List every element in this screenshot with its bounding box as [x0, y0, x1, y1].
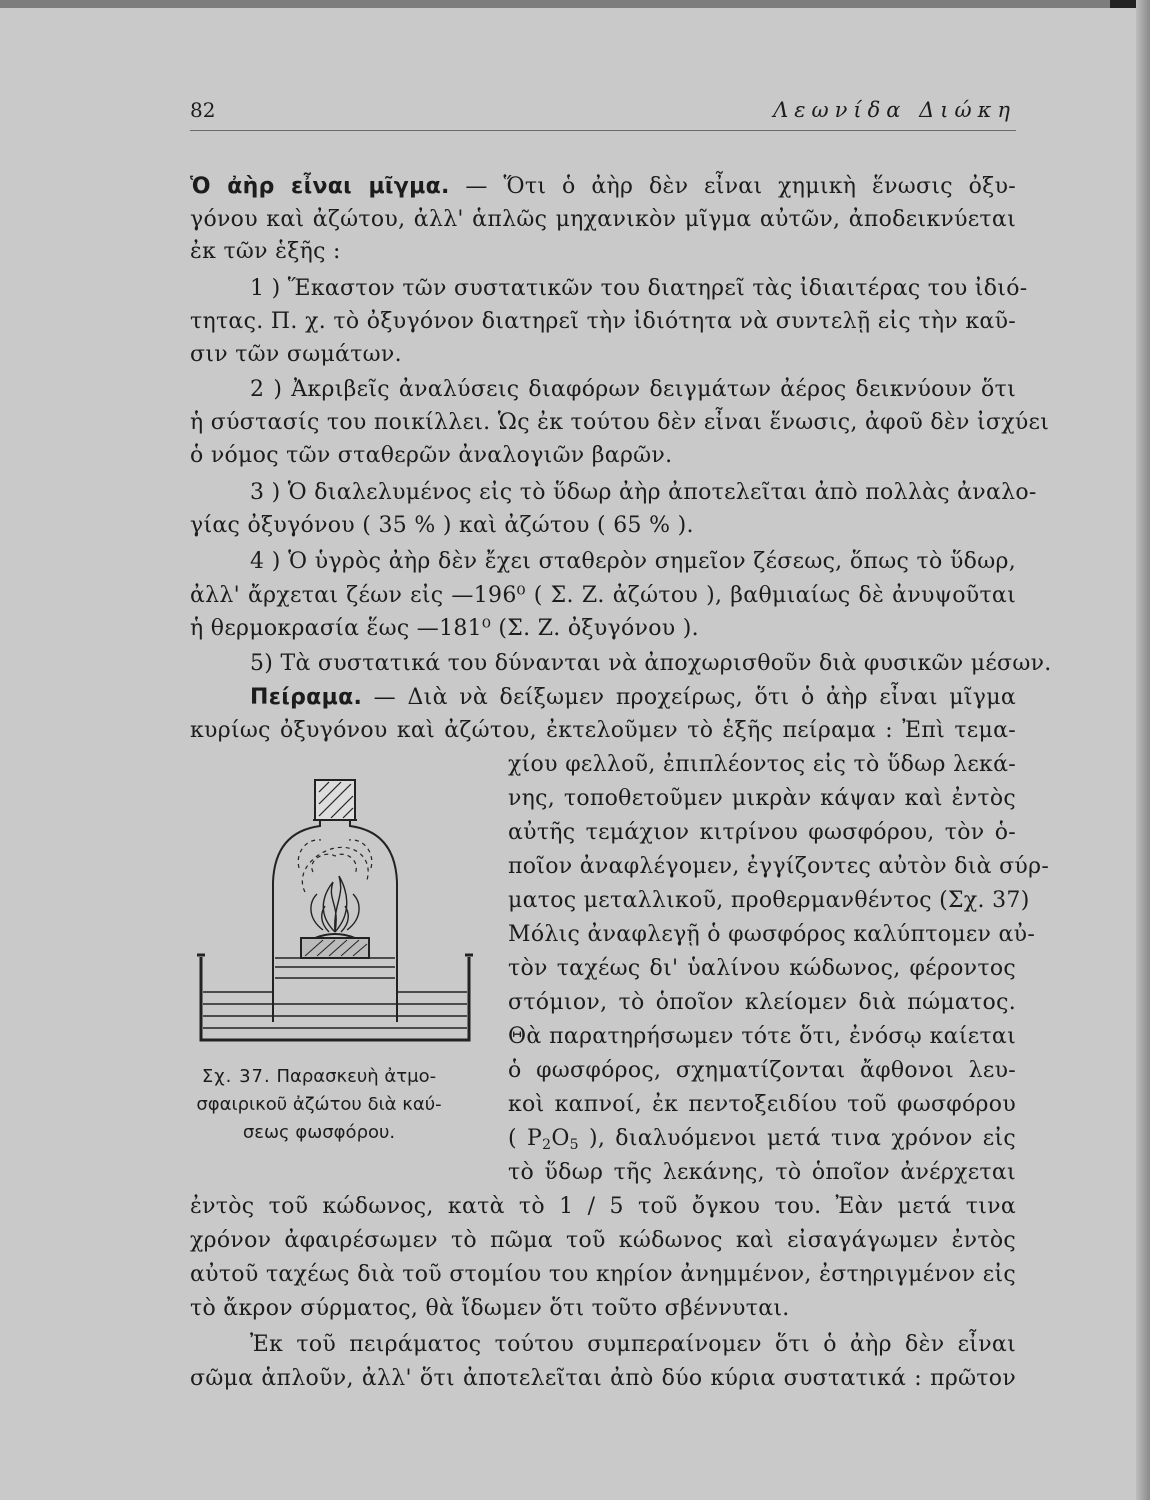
cork-float — [301, 938, 369, 958]
wrap-line-6: Μόλις ἀναφλεγῇ ὁ φωσφόρος καλύπτομεν αὐ- — [508, 922, 1036, 947]
caption-line-2: σφαιρικοῦ ἀζώτου διὰ καύ- — [196, 1094, 442, 1115]
caption-text-1: Παρασκευὴ ἀτμο- — [276, 1066, 437, 1087]
wrap-line-7: τὸν ταχέως δι' ὑαλίνου κώδωνος, φέροντος — [508, 956, 1016, 981]
formula-mid: O — [551, 1126, 570, 1151]
experiment-line-2: κυρίως ὀξυγόνου καὶ ἀζώτου, ἐκτελοῦμεν τὸ ἑξῆς πείραμα : Ἐπὶ τεμα- — [190, 718, 1016, 743]
tail-line-1: ἐντὸς τοῦ κώδωνος, κατὰ τὸ 1 / 5 τοῦ ὄγκου του. Ἐὰν μετά τινα — [190, 1194, 1016, 1219]
point-1-line-3: σιν τῶν σωμάτων. — [190, 342, 402, 367]
wrap-line-1: χίου φελλοῦ, ἐπιπλέοντος εἰς τὸ ὕδωρ λεκά- — [508, 752, 1016, 777]
intro-line-2: γόνου καὶ ἀζώτου, ἀλλ' ἁπλῶς μηχανικὸν μῖγμα αὐτῶν, ἀποδεικνύεται — [190, 207, 1016, 232]
caption-line-1 — [190, 1063, 448, 1091]
tail-line-2: χρόνον ἀφαιρέσωμεν τὸ πῶμα τοῦ κώδωνος καὶ εἰσαγάγωμεν ἐντὸς — [190, 1228, 1016, 1253]
point-2-line-3: ὁ νόμος τῶν σταθερῶν ἀναλογιῶν βαρῶν. — [190, 443, 673, 468]
conclusion-line-2: σῶμα ἁπλοῦν, ἀλλ' ὅτι ἀποτελεῖται ἀπὸ δύο κύρια συστατικά : πρῶτον — [190, 1366, 1016, 1391]
water-surface — [203, 958, 467, 1028]
caption-line-3: σεως φωσφόρου. — [242, 1122, 396, 1143]
header-rule — [190, 130, 1016, 131]
formula-sub-1: 2 — [542, 1137, 552, 1153]
tail-line-4: τὸ ἄκρον σύρματος, θὰ ἴδωμεν ὅτι τοῦτο σβέννυται. — [190, 1296, 790, 1321]
section-title: Ὁ ἀὴρ εἶναι μῖγμα. — [190, 174, 450, 199]
wrap-line-5: ματος μεταλλικοῦ, προθερμανθέντος (Σχ. 37) — [508, 888, 1030, 913]
figure-37-illustration — [195, 772, 480, 1057]
point-3-line-2: γίας ὀξυγόνου ( 35 % ) καὶ ἀζώτου ( 65 % ). — [190, 513, 694, 538]
point-5-line-1: 5) Τὰ συστατικά του δύνανται νὰ ἀποχωρισθοῦν διὰ φυσικῶν μέσων. — [250, 651, 1052, 676]
point-2-line-2: ἡ σύστασίς του ποικίλλει. Ὡς ἐκ τούτου δὲν εἶναι ἕνωσις, ἀφοῦ δὲν ἰσχύει — [190, 410, 1050, 435]
point-3-line-1: 3 ) Ὁ διαλελυμένος εἰς τὸ ὕδωρ ἀὴρ ἀποτελεῖται ἀπὸ πολλὰς ἀναλο- — [250, 480, 1037, 505]
figure-caption — [190, 1063, 448, 1147]
formula-open: ( P — [508, 1126, 543, 1151]
formula-rest: ), διαλυόμενοι μετά τινα χρόνον εἰς — [578, 1126, 1016, 1151]
intro-line-3: ἐκ τῶν ἑξῆς : — [190, 239, 341, 264]
point-4-line-2: ἀλλ' ἄρχεται ζέων εἰς —196⁰ ( Σ. Ζ. ἀζώτου ), βαθμιαίως δὲ ἀνυψοῦται — [190, 583, 1016, 608]
figure-label: Σχ. 37. — [201, 1066, 271, 1087]
experiment-line-1 — [250, 683, 1016, 713]
experiment-text-1: — Διὰ νὰ δείξωμεν προχείρως, ὅτι ὁ ἀὴρ εἶναι μῖγμα — [373, 685, 1016, 710]
experiment-title: Πείραμα. — [250, 685, 363, 710]
wrap-line-2: νης, τοποθετοῦμεν μικρὰν κάψαν καὶ ἐντὸς — [508, 786, 1016, 811]
smoke — [298, 840, 372, 892]
wrap-line-10: ὁ φωσφόρος, σχηματίζονται ἄφθονοι λευ- — [508, 1058, 1016, 1083]
point-4-line-1: 4 ) Ὁ ὑγρὸς ἀὴρ δὲν ἔχει σταθερὸν σημεῖον ζέσεως, ὅπως τὸ ὕδωρ, — [250, 549, 1016, 574]
intro-line-1 — [190, 172, 1016, 202]
phosphorus-flame — [311, 876, 359, 932]
wrap-line-13: τὸ ὕδωρ τῆς λεκάνης, τὸ ὁποῖον ἀνέρχεται — [508, 1160, 1016, 1185]
point-1-line-2: τητας. Π. χ. τὸ ὀξυγόνον διατηρεῖ τὴν ἰδιότητα νὰ συντελῇ εἰς τὴν καῦ- — [190, 309, 1016, 334]
wrap-line-4: ποῖον ἀναφλέγομεν, ἐγγίζοντες αὐτὸν διὰ σύρ- — [508, 854, 1050, 879]
intro-text-1: — Ὅτι ὁ ἀὴρ δὲν εἶναι χημικὴ ἕνωσις ὀξυ- — [465, 174, 1016, 199]
wrap-line-12 — [508, 1124, 1016, 1160]
tail-line-3: αὐτοῦ ταχέως διὰ τοῦ στομίου του κηρίον ἀνημμένον, ἐστηριγμένον εἰς — [190, 1262, 1016, 1287]
formula-sub-2: 5 — [569, 1137, 579, 1153]
wrap-line-9: Θὰ παρατηρήσωμεν τότε ὅτι, ἐνόσῳ καίεται — [508, 1024, 1016, 1049]
conclusion-line-1: Ἐκ τοῦ πειράματος τούτου συμπεραίνομεν ὅτι ὁ ἀὴρ δὲν εἶναι — [250, 1332, 1016, 1357]
running-head: Λεωνίδα Διώκη — [773, 98, 1016, 122]
wrap-line-3: αὐτῆς τεμάχιον κιτρίνου φωσφόρου, τὸν ὁ- — [508, 820, 1016, 845]
wrap-line-11: κοὶ καπνοί, ἐκ πεντοξειδίου τοῦ φωσφόρου — [508, 1092, 1016, 1117]
page-number: 82 — [190, 98, 216, 122]
point-4-line-3: ἡ θερμοκρασία ἕως —181⁰ (Σ. Ζ. ὀξυγόνου ). — [190, 616, 699, 641]
page-header — [190, 96, 1016, 126]
wrap-line-8: στόμιον, τὸ ὁποῖον κλείομεν διὰ πώματος. — [508, 990, 1016, 1015]
bell-jar-apparatus-drawing — [195, 772, 480, 1057]
point-1-line-1: 1 ) Ἕκαστον τῶν συστατικῶν του διατηρεῖ τὰς ἰδιαιτέρας του ἰδιό- — [250, 276, 1028, 301]
point-2-line-1: 2 ) Ἀκριβεῖς ἀναλύσεις διαφόρων δειγμάτων ἀέρος δεικνύουν ὅτι — [250, 377, 1016, 402]
